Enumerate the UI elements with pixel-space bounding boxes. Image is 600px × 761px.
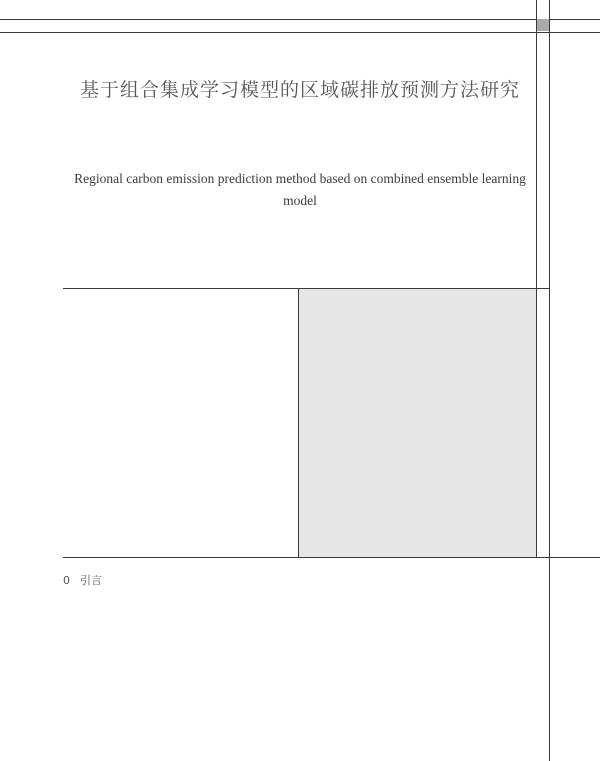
right-rule-outer [549,0,550,761]
section-title: 引言 [80,574,102,587]
paper-title-chinese: 基于组合集成学习模型的区域碳排放预测方法研究 [79,79,520,101]
abstract-rule-bottom [63,557,600,558]
top-rule-upper [0,19,600,20]
corner-marker [537,19,549,31]
section-number: 0 [63,574,70,587]
section-heading-introduction [63,572,102,588]
top-rule-lower [0,32,600,33]
abstract-panel [299,289,536,557]
paper-title-english: Regional carbon emission prediction method based on combined ensemble learning model [74,171,526,208]
